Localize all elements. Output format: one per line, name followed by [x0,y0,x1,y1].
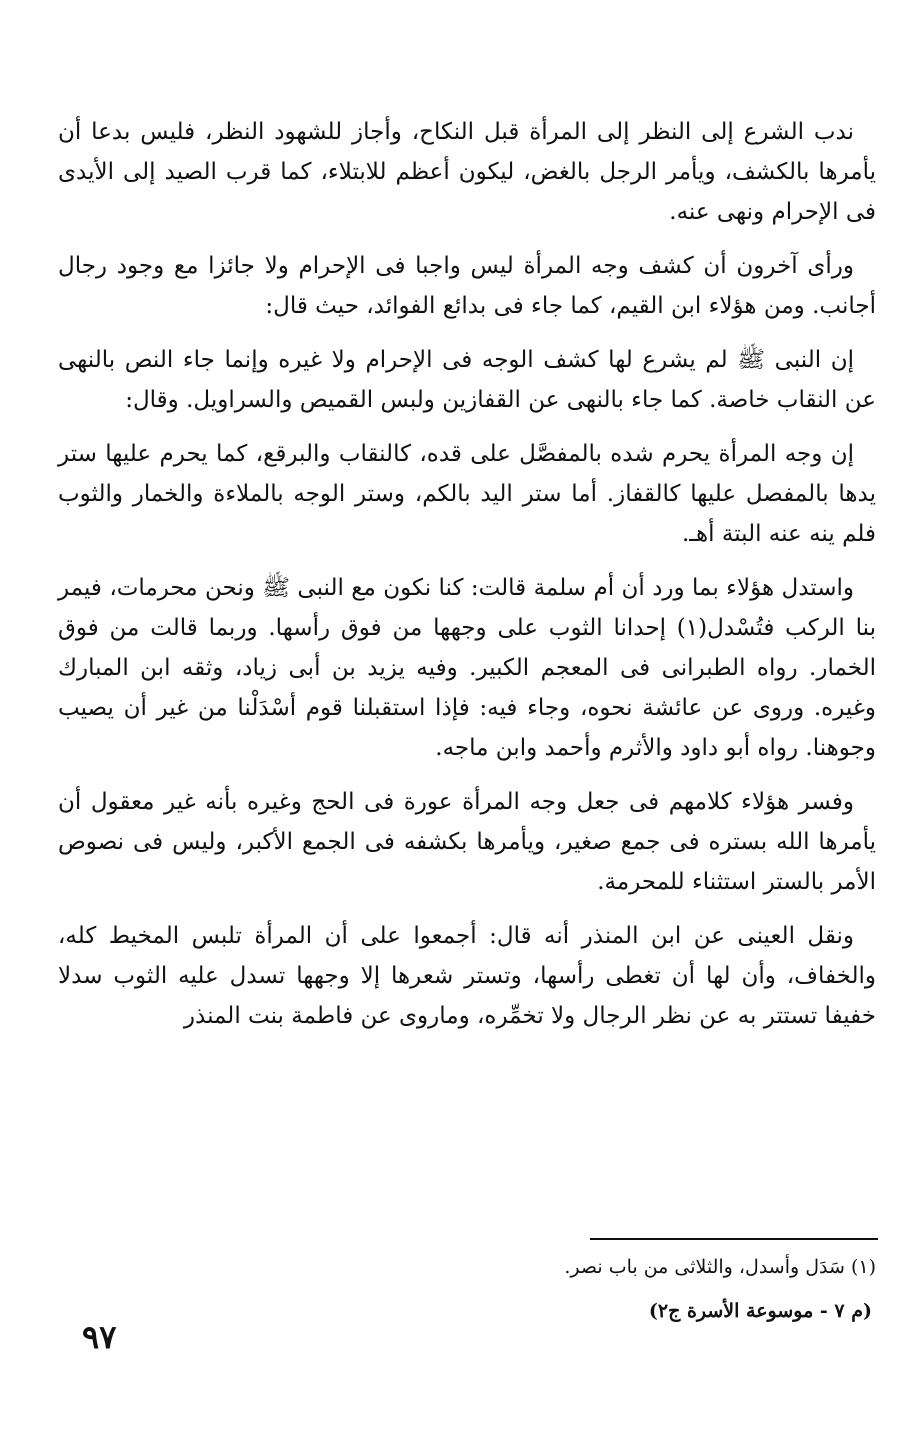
paragraph-7: ونقل العينى عن ابن المنذر أنه قال: أجمعوا على أن المرأة تلبس المخيط كله، والخفاف، وأن لها أن تغطى رأسها، وتستر شعرها إلا وجهها تسدل عليه الثوب سدلا خفيفا تستتر به عن نظر الرجال ولا تخمِّره، وماروى عن فاطمة بنت المنذر [58,923,876,1029]
paragraph-1: ندب الشرع إلى النظر إلى المرأة قبل النكاح، وأجاز للشهود النظر، فليس بدعا أن يأمرها بالكشف، ويأمر الرجل بالغض، ليكون أعظم للابتلاء، كما قرب الصيد إلى الأيدى فى الإحرام ونهى عنه. [58,119,876,225]
footnote-divider [590,1238,878,1240]
footnote: (١) سَدَل وأسدل، والثلاثى من باب نصر. [564,1256,876,1278]
paragraph-5: واستدل هؤلاء بما ورد أن أم سلمة قالت: كنا نكون مع النبى ﷺ ونحن محرمات، فيمر بنا الركب فتُسْدل(١) إحدانا الثوب على وجهها من فوق رأسها. وربما قالت من فوق الخمار. رواه الطبرانى فى المعجم الكبير. وفيه يزيد بن أبى زياد، وثقه ابن المبارك وغيره. وروى عن عائشة نحوه، وجاء فيه: فإذا استقبلنا قوم أسْدَلْنا من غير أن يصيب وجوهنا. رواه أبو داود والأثرم وأحمد وابن ماجه. [58,575,876,761]
paragraph-2: ورأى آخرون أن كشف وجه المرأة ليس واجبا فى الإحرام ولا جائزا مع وجود رجال أجانب. ومن هؤلاء ابن القيم، كما جاء فى بدائع الفوائد، حيث قال: [58,253,876,319]
paragraph-4-quote: إن وجه المرأة يحرم شده بالمفصَّل على قده، كالنقاب والبرقع، كما يحرم عليها ستر يدها بالمفصل عليها كالقفاز. أما ستر اليد بالكم، وستر الوجه بالملاءة والخمار والثوب فلم ينه عنه البتة أهـ. [58,441,876,547]
page-number: ٩٧ [82,1318,117,1356]
paragraph-3-quote: إن النبى ﷺ لم يشرع لها كشف الوجه فى الإحرام ولا غيره وإنما جاء النص بالنهى عن النقاب خاصة. كما جاء بالنهى عن القفازين ولبس القميص والسراويل. وقال: [58,347,876,413]
body-text [58,112,876,1050]
paragraph-6: وفسر هؤلاء كلامهم فى جعل وجه المرأة عورة فى الحج وغيره بأنه غير معقول أن يأمرها الله بستره فى جمع صغير، ويأمرها بكشفه فى الجمع الأكبر، وليس فى نصوص الأمر بالستر استثناء للمحرمة. [58,789,876,895]
volume-signature: (م ٧ - موسوعة الأسرة ج٢) [648,1300,872,1322]
